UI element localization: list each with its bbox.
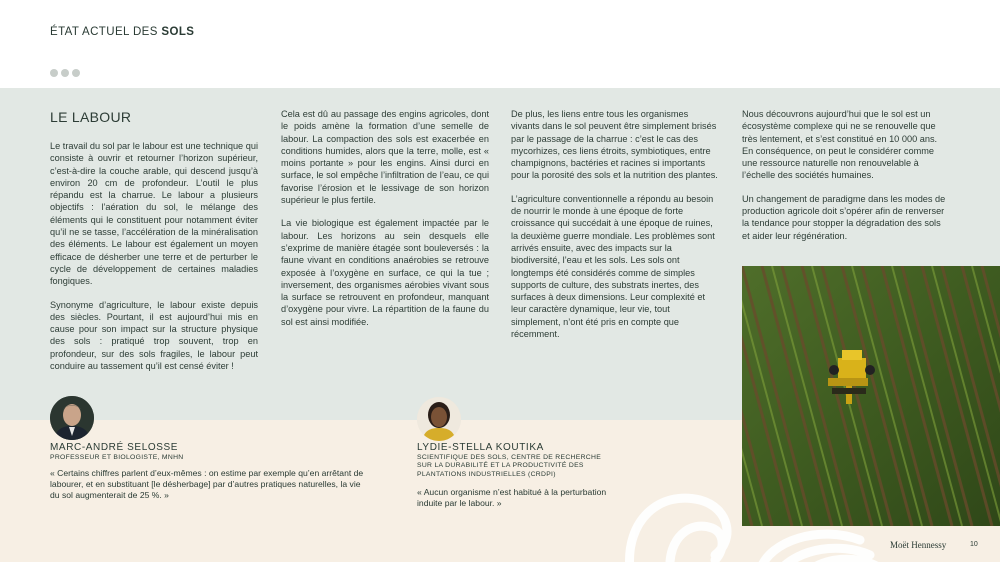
page-header (0, 0, 1000, 88)
section-heading: LE LABOUR (50, 109, 132, 125)
paragraph: Cela est dû au passage des engins agricoles, dont le poids amène la formation d’une semelle de labour. La compaction des sols est exacerbée en conditions humides, alors que la terre, molle, est « moins portante » pour les engins. Ainsi durci en surface, le sol empêche l’infiltration de l’eau, ce qui favorise l’érosion et le lessivage de son horizon supérieur le plus fertile. (281, 109, 489, 206)
field-tractor-photo (742, 266, 1000, 526)
dot-icon (61, 69, 69, 77)
paragraph: Nous découvrons aujourd’hui que le sol est un écosystème complexe qui ne se renouvelle que très lentement, et s’est constitué en 10 000 ans. En conséquence, on peut le considérer comme une ressource naturelle non renouvelable à l’échelle des sociétés humaines. (742, 109, 938, 181)
person-quote: « Aucun organisme n’est habitué à la perturbation induite par le labour. » (417, 487, 607, 508)
person-role: PROFESSEUR ET BIOLOGISTE, MNHN (50, 454, 184, 461)
text-column-4 (742, 108, 950, 253)
page-title-bold: SOLS (161, 26, 195, 38)
person-portrait-icon (417, 397, 461, 441)
dot-icon (50, 69, 58, 77)
text-column-2 (281, 108, 489, 339)
page-number: 10 (970, 541, 978, 548)
person-name: MARC-ANDRÉ SELOSSE (50, 442, 179, 453)
paragraph: Le travail du sol par le labour est une technique qui consiste à ouvrir et retourner l’horizon supérieur, c’est-à-dire la couche arable, qui descend jusqu’à environ 20 cm de profondeur. L’outil le plus répandu est la charrue. Le labour a plusieurs objectifs : l’aération du sol, le mélange des éléments qui le constituent pour notamment éviter qu’il ne se tasse, l’accélération de la minéralisation des éléments. Le labour est également un moyen efficace de désherber une terre et de perturber le cycle de développement de certaines maladies fongiques. (50, 141, 258, 287)
paragraph: De plus, les liens entre tous les organismes vivants dans le sol peuvent être simplement brisés par le passage de la charrue : c’est le cas des mycorhizes, ces liens étroits, symbiotiques, entre champignons, bactéries et racines si importants pour la porosité des sols et la nutrition des plantes. (511, 109, 718, 181)
paragraph: La vie biologique est également impactée par le labour. Les horizons au sein desquels elle s’exprime de manière étagée sont bouleversés : la faune vivant en conditions anaérobies se retrouve exposée à l’oxygène en surface, ce qui la tue ; inversement, des organismes aérobies vivant sous la surface se retrouvent en profondeur, manquant d’oxygène pour vivre. La répartition de la faune du sol est ainsi modifiée. (281, 218, 489, 327)
text-column-3 (511, 108, 719, 351)
page-title-prefix: ÉTAT ACTUEL DES (50, 26, 162, 38)
text-column-1 (50, 140, 258, 383)
paragraph: L’agriculture conventionnelle a répondu au besoin de nourrir le monde à une époque de forte croissance qui succédait à une époque de ruines, la deuxième guerre mondiale. Les problèmes sont arrivés ensuite, avec des impacts sur la biodiversité, l’eau et les sols. Les sols ont longtemps été considérés comme de simples supports de culture, des substrats inertes, des surfaces à deux dimensions. Leur complexité et leur caractère dynamique, leur vie, tout simplement, n’ont été pris en compte que récemment. (511, 193, 715, 340)
person-role: SCIENTIFIQUE DES SOLS, CENTRE DE RECHERCHE SUR LA DURABILITÉ ET LA PRODUCTIVITÉ DES PLANTATIONS INDUSTRIELLES (CRDPI) (417, 454, 602, 478)
paragraph: Un changement de paradigme dans les modes de production agricole doit s’opérer afin de renverser la tendance pour stopper la dégradation des sols et aider leur régénération. (742, 193, 946, 241)
person-quote: « Certains chiffres parlent d’eux-mêmes : on estime par exemple qu’en arrêtant de labourer, et en substituant [le désherbage] par d’autres pratiques naturelles, la vie du sol augmenterait de 25 %. » (50, 468, 364, 500)
pagination-dots (50, 69, 80, 77)
person-name: LYDIE-STELLA KOUTIKA (417, 442, 544, 453)
paragraph: Synonyme d’agriculture, le labour existe depuis des siècles. Pourtant, il est aujourd’hui mis en cause pour son impact sur la structure physique des sols : pratiqué trop souvent, trop en profondeur, sur des sols fragiles, le labour peut conduire au tassement qu’il est censé éviter ! (50, 299, 258, 372)
avatar (50, 396, 94, 440)
person-portrait-icon (50, 396, 94, 440)
dot-icon (72, 69, 80, 77)
brand-logo: Moët Hennessy (890, 540, 947, 550)
page-title (50, 26, 194, 38)
avatar (417, 397, 461, 441)
crop-rows-image (742, 266, 1000, 526)
